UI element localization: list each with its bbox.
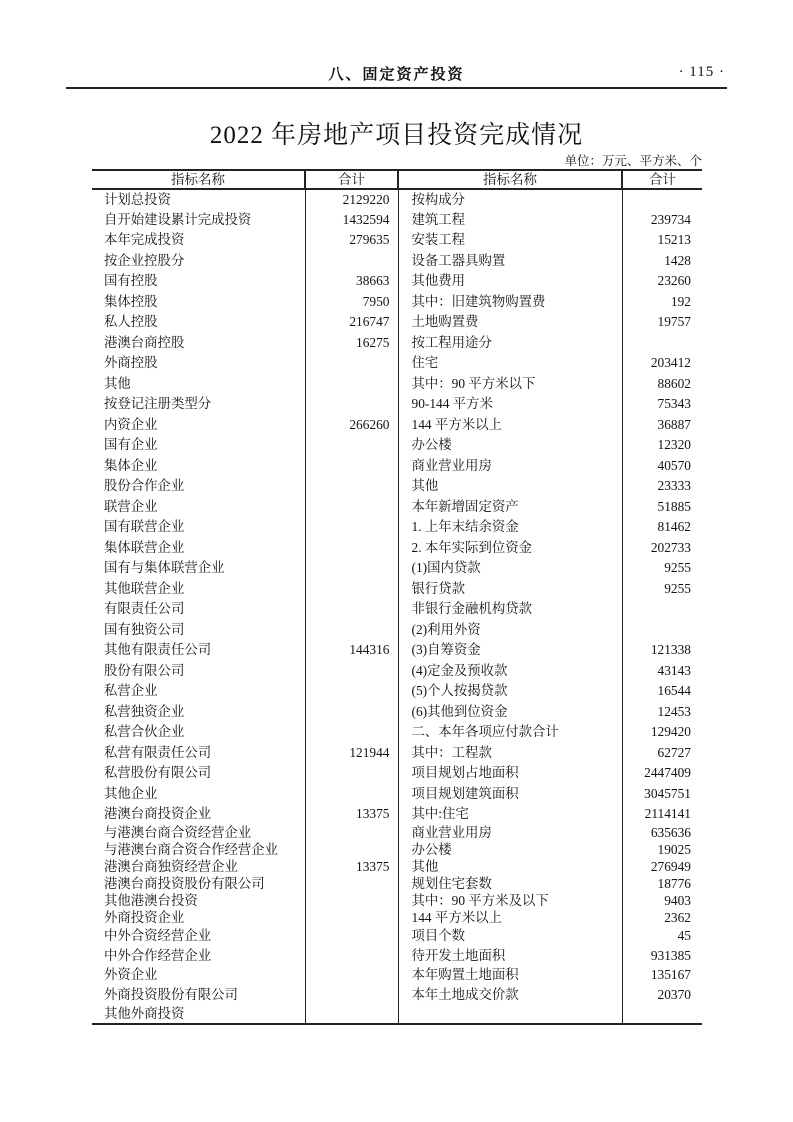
total-value-cell <box>305 353 398 374</box>
total-value-cell: 192 <box>670 293 691 309</box>
indicator-name-cell: 股份有限公司 <box>92 661 305 682</box>
total-value-cell: 129420 <box>650 724 691 740</box>
total-value-cell <box>305 538 398 559</box>
total-value-cell: 2447409 <box>644 765 691 781</box>
total-value-cell <box>305 661 398 682</box>
indicator-name-cell: 国有企业 <box>92 435 305 456</box>
indicator-name-cell: 银行贷款 <box>398 579 622 600</box>
total-value-cell: 19757 <box>657 314 691 330</box>
total-value-cell: 88602 <box>657 375 691 391</box>
total-value-cell: 635636 <box>650 824 691 840</box>
indicator-name-cell: 港澳台商独资经营企业 <box>92 859 305 876</box>
total-value-cell: 931385 <box>650 947 691 963</box>
table-row <box>92 476 702 497</box>
total-value-cell: 121944 <box>305 743 398 764</box>
indicator-name-cell: 商业营业用房 <box>398 825 622 842</box>
table-row <box>92 517 702 538</box>
header-total-right: 合计 <box>622 170 702 189</box>
indicator-name-cell: 计划总投资 <box>92 189 305 210</box>
total-value-cell <box>305 374 398 395</box>
section-title: 八、固定资产投资 <box>328 66 465 83</box>
table-row <box>92 599 702 620</box>
indicator-name-cell: 办公楼 <box>398 435 622 456</box>
total-value-cell: 1432594 <box>305 210 398 231</box>
indicator-name-cell: 其他费用 <box>398 271 622 292</box>
indicator-name-cell: 设备工器具购置 <box>398 251 622 272</box>
indicator-name-cell: 144 平方米以上 <box>398 910 622 927</box>
total-value-cell: 19025 <box>657 841 691 857</box>
header-indicator-right: 指标名称 <box>398 170 622 189</box>
indicator-name-cell: 外商投资股份有限公司 <box>92 985 305 1005</box>
indicator-name-cell: 外资企业 <box>92 966 305 986</box>
table-row <box>92 859 702 876</box>
indicator-name-cell: 按企业控股分 <box>92 251 305 272</box>
table-row <box>92 702 702 723</box>
indicator-name-cell: 非银行金融机构贷款 <box>398 599 622 620</box>
total-value-cell <box>305 476 398 497</box>
indicator-name-cell: 土地购置费 <box>398 312 622 333</box>
total-value-cell <box>622 599 702 620</box>
total-value-cell: 40570 <box>657 457 691 473</box>
indicator-name-cell: 联营企业 <box>92 497 305 518</box>
total-value-cell <box>305 702 398 723</box>
total-value-cell: 203412 <box>650 355 691 371</box>
table-row <box>92 842 702 859</box>
table-row <box>92 722 702 743</box>
total-value-cell: 12453 <box>657 703 691 719</box>
indicator-name-cell: (3)自筹资金 <box>398 640 622 661</box>
total-value-cell: 202733 <box>650 539 691 555</box>
total-value-cell: 62727 <box>657 744 691 760</box>
indicator-name-cell: 国有控股 <box>92 271 305 292</box>
total-value-cell: 15213 <box>657 232 691 248</box>
indicator-name-cell: 144 平方米以上 <box>398 415 622 436</box>
total-value-cell <box>305 558 398 579</box>
total-value-cell: 9255 <box>664 560 691 576</box>
total-value-cell: 12320 <box>657 437 691 453</box>
total-value-cell <box>305 825 398 842</box>
total-value-cell: 18776 <box>657 875 691 891</box>
indicator-name-cell: 港澳台商投资企业 <box>92 804 305 825</box>
table-row <box>92 784 702 805</box>
indicator-name-cell: 按工程用途分 <box>398 333 622 354</box>
total-value-cell <box>305 620 398 641</box>
indicator-name-cell: 本年购置土地面积 <box>398 966 622 986</box>
total-value-cell: 13375 <box>305 804 398 825</box>
total-value-cell: 38663 <box>305 271 398 292</box>
indicator-name-cell: (1)国内贷款 <box>398 558 622 579</box>
table-row <box>92 804 702 825</box>
table-row <box>92 435 702 456</box>
indicator-name-cell: 与港澳台商合资合作经营企业 <box>92 842 305 859</box>
table-row <box>92 966 702 986</box>
total-value-cell: 1428 <box>664 252 691 268</box>
total-value-cell <box>305 435 398 456</box>
total-value-cell: 3045751 <box>644 785 691 801</box>
total-value-cell: 45 <box>677 928 691 944</box>
indicator-name-cell: 集体控股 <box>92 292 305 313</box>
indicator-name-cell: 按构成分 <box>398 189 622 210</box>
total-value-cell <box>622 620 702 641</box>
indicator-name-cell: 有限责任公司 <box>92 599 305 620</box>
table-row <box>92 353 702 374</box>
table-row <box>92 985 702 1005</box>
total-value-cell: 7950 <box>305 292 398 313</box>
total-value-cell <box>305 251 398 272</box>
table-row <box>92 230 702 251</box>
table-row <box>92 456 702 477</box>
indicator-name-cell: 2. 本年实际到位资金 <box>398 538 622 559</box>
indicator-name-cell: 建筑工程 <box>398 210 622 231</box>
table-row <box>92 538 702 559</box>
total-value-cell <box>305 946 398 966</box>
total-value-cell: 43143 <box>657 662 691 678</box>
total-value-cell <box>305 579 398 600</box>
indicator-name-cell: 二、本年各项应付款合计 <box>398 722 622 743</box>
total-value-cell <box>305 456 398 477</box>
indicator-name-cell: 其他港澳台投资 <box>92 893 305 910</box>
total-value-cell <box>305 681 398 702</box>
table-row <box>92 620 702 641</box>
table-row <box>92 1005 702 1025</box>
indicator-name-cell: 其他有限责任公司 <box>92 640 305 661</box>
indicator-name-cell: 集体企业 <box>92 456 305 477</box>
header-indicator-left: 指标名称 <box>92 170 305 189</box>
table-row <box>92 394 702 415</box>
indicator-name-cell: 国有独资公司 <box>92 620 305 641</box>
indicator-name-cell: 本年完成投资 <box>92 230 305 251</box>
indicator-name-cell: 项目规划建筑面积 <box>398 784 622 805</box>
total-value-cell <box>305 910 398 927</box>
table-row <box>92 681 702 702</box>
total-value-cell: 2362 <box>664 909 691 925</box>
table-row <box>92 893 702 910</box>
indicator-name-cell: 安装工程 <box>398 230 622 251</box>
table-row <box>92 876 702 893</box>
table-row <box>92 743 702 764</box>
total-value-cell: 279635 <box>305 230 398 251</box>
total-value-cell: 81462 <box>657 519 691 535</box>
indicator-name-cell: 本年土地成交价款 <box>398 985 622 1005</box>
table-row <box>92 210 702 231</box>
indicator-name-cell: 内资企业 <box>92 415 305 436</box>
indicator-name-cell: 其中：旧建筑物购置费 <box>398 292 622 313</box>
total-value-cell <box>305 394 398 415</box>
indicator-name-cell: 港澳台商控股 <box>92 333 305 354</box>
indicator-name-cell: 其中:住宅 <box>398 804 622 825</box>
total-value-cell <box>622 1005 702 1025</box>
indicator-name-cell: (6)其他到位资金 <box>398 702 622 723</box>
indicator-name-cell: 私营有限责任公司 <box>92 743 305 764</box>
indicator-name-cell: 其他外商投资 <box>92 1005 305 1025</box>
total-value-cell <box>622 333 702 354</box>
indicator-name-cell: 国有联营企业 <box>92 517 305 538</box>
indicator-name-cell: (5)个人按揭贷款 <box>398 681 622 702</box>
table-row <box>92 497 702 518</box>
total-value-cell: 9403 <box>664 892 691 908</box>
total-value-cell: 9255 <box>664 580 691 596</box>
indicator-name-cell: 办公楼 <box>398 842 622 859</box>
table-row <box>92 661 702 682</box>
total-value-cell: 2129220 <box>305 189 398 210</box>
indicator-name-cell: 其中：工程款 <box>398 743 622 764</box>
total-value-cell <box>305 763 398 784</box>
indicator-name-cell: 集体联营企业 <box>92 538 305 559</box>
indicator-name-cell: 中外合作经营企业 <box>92 946 305 966</box>
table-row <box>92 579 702 600</box>
total-value-cell: 16544 <box>657 683 691 699</box>
indicator-name-cell: 项目规划占地面积 <box>398 763 622 784</box>
table-header <box>92 170 702 189</box>
total-value-cell: 23260 <box>657 273 691 289</box>
indicator-name-cell: 其他 <box>398 476 622 497</box>
total-value-cell: 135167 <box>650 967 691 983</box>
page-title: 2022 年房地产项目投资完成情况 <box>209 122 584 149</box>
table-row <box>92 251 702 272</box>
indicator-name-cell: 待开发土地面积 <box>398 946 622 966</box>
indicator-name-cell: 本年新增固定资产 <box>398 497 622 518</box>
indicator-name-cell: 国有与集体联营企业 <box>92 558 305 579</box>
total-value-cell: 216747 <box>305 312 398 333</box>
total-value-cell: 144316 <box>305 640 398 661</box>
indicator-name-cell: 其中：90 平方米及以下 <box>398 893 622 910</box>
header-rule <box>66 87 727 89</box>
table-row <box>92 189 702 210</box>
total-value-cell <box>305 893 398 910</box>
total-value-cell: 75343 <box>657 396 691 412</box>
total-value-cell: 16275 <box>305 333 398 354</box>
indicator-name-cell: 外商投资企业 <box>92 910 305 927</box>
indicator-name-cell: 其他 <box>92 374 305 395</box>
indicator-name-cell: 私营股份有限公司 <box>92 763 305 784</box>
indicator-name-cell: 其中：90 平方米以下 <box>398 374 622 395</box>
total-value-cell <box>305 517 398 538</box>
table-header-row <box>92 170 702 189</box>
indicator-name-cell: 外商控股 <box>92 353 305 374</box>
total-value-cell: 51885 <box>657 498 691 514</box>
indicator-name-cell: 私营企业 <box>92 681 305 702</box>
total-value-cell <box>622 189 702 210</box>
table-row <box>92 374 702 395</box>
total-value-cell: 239734 <box>650 211 691 227</box>
indicator-name-cell: 1. 上年末结余资金 <box>398 517 622 538</box>
total-value-cell <box>305 927 398 947</box>
indicator-name-cell: 90-144 平方米 <box>398 394 622 415</box>
total-value-cell: 276949 <box>650 858 691 874</box>
total-value-cell <box>305 784 398 805</box>
indicator-name-cell: 按登记注册类型分 <box>92 394 305 415</box>
indicator-name-cell: 其他联营企业 <box>92 579 305 600</box>
indicator-name-cell: 私营合伙企业 <box>92 722 305 743</box>
indicator-name-cell: 其他 <box>398 859 622 876</box>
total-value-cell: 266260 <box>305 415 398 436</box>
indicator-name-cell: 规划住宅套数 <box>398 876 622 893</box>
table-body <box>92 189 702 1024</box>
total-value-cell <box>305 876 398 893</box>
indicator-name-cell: 住宅 <box>398 353 622 374</box>
indicator-name-cell: 私营独资企业 <box>92 702 305 723</box>
table-row <box>92 558 702 579</box>
table-row <box>92 271 702 292</box>
total-value-cell <box>305 599 398 620</box>
indicator-name-cell: (4)定金及预收款 <box>398 661 622 682</box>
total-value-cell <box>305 842 398 859</box>
indicator-name-cell: 商业营业用房 <box>398 456 622 477</box>
unit-note: 单位：万元、平方米、个 <box>564 154 702 168</box>
total-value-cell <box>305 985 398 1005</box>
table-row <box>92 825 702 842</box>
page-number: · 115 · <box>678 64 725 80</box>
indicator-name-cell: 项目个数 <box>398 927 622 947</box>
total-value-cell: 13375 <box>305 859 398 876</box>
total-value-cell: 121338 <box>650 642 691 658</box>
table-row <box>92 946 702 966</box>
total-value-cell: 23333 <box>657 478 691 494</box>
table-row <box>92 415 702 436</box>
running-head <box>66 63 727 85</box>
total-value-cell: 36887 <box>657 416 691 432</box>
indicator-name-cell: 与港澳台商合资经营企业 <box>92 825 305 842</box>
indicator-name-cell: 港澳台商投资股份有限公司 <box>92 876 305 893</box>
indicator-name-cell <box>398 1005 622 1025</box>
indicator-name-cell: 股份合作企业 <box>92 476 305 497</box>
indicator-name-cell: 自开始建设累计完成投资 <box>92 210 305 231</box>
total-value-cell: 20370 <box>657 986 691 1002</box>
total-value-cell: 2114141 <box>644 806 691 822</box>
investment-table <box>92 169 702 1025</box>
indicator-name-cell: 私人控股 <box>92 312 305 333</box>
indicator-name-cell: 其他企业 <box>92 784 305 805</box>
total-value-cell <box>305 497 398 518</box>
table-row <box>92 763 702 784</box>
table-row <box>92 927 702 947</box>
table-row <box>92 312 702 333</box>
table-row <box>92 640 702 661</box>
table-row <box>92 910 702 927</box>
total-value-cell <box>305 722 398 743</box>
table-row <box>92 292 702 313</box>
indicator-name-cell: (2)利用外资 <box>398 620 622 641</box>
table-row <box>92 333 702 354</box>
indicator-name-cell: 中外合资经营企业 <box>92 927 305 947</box>
total-value-cell <box>305 966 398 986</box>
total-value-cell <box>305 1005 398 1025</box>
header-total-left: 合计 <box>305 170 398 189</box>
